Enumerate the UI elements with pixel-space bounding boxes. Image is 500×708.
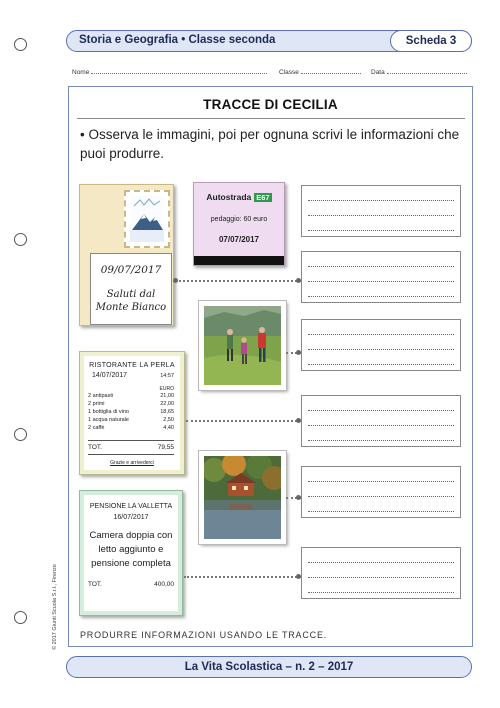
binder-hole (14, 428, 27, 441)
pension-invoice (79, 490, 183, 616)
answer-box[interactable] (301, 466, 461, 518)
ticket-label: Autostrada (206, 192, 252, 202)
receipt-divider (88, 454, 174, 455)
hikers-image (204, 306, 281, 385)
name-field[interactable] (91, 68, 267, 74)
pension-total: TOT. 400,00 (88, 581, 174, 588)
hikers-photo (199, 301, 286, 390)
postcard-greeting: Saluti dal Monte Bianco (95, 289, 167, 313)
receipt-date: 14/07/2017 (92, 372, 128, 379)
receipt-currency: EURO (159, 386, 174, 392)
receipt-item: 2 primi 22,00 (88, 401, 174, 407)
pension-description: Camera doppia con letto aggiunto e pensione completa (89, 530, 173, 569)
receipt-item: 2 antipasti 21,00 (88, 393, 174, 399)
ticket-stripe (194, 256, 284, 265)
receipt-total: TOT. 79,55 (88, 444, 174, 451)
header-subject: Storia e Geografia • Classe seconda (79, 34, 276, 46)
mountain-icon (130, 196, 164, 242)
ticket-toll: pedaggio: 60 euro (210, 216, 268, 223)
receipt-title: RISTORANTE LA PERLA (89, 362, 175, 369)
connector-dot (296, 350, 301, 355)
date-field[interactable] (387, 68, 467, 74)
answer-box[interactable] (301, 319, 461, 371)
binder-hole (14, 611, 27, 624)
answer-box[interactable] (301, 185, 461, 237)
footer-bar: La Vita Scolastica – n. 2 – 2017 (66, 656, 472, 678)
receipt-divider (88, 440, 174, 441)
class-field[interactable] (301, 68, 361, 74)
ticket-badge: E67 (256, 193, 270, 202)
connector-line (175, 280, 301, 282)
class-label: Classe (279, 69, 299, 76)
lake-house-photo (199, 451, 286, 544)
connector-dot (296, 574, 301, 579)
answer-box[interactable] (301, 251, 461, 303)
ticket-date: 07/07/2017 (218, 235, 260, 244)
receipt-item: 1 bottiglia di vino 18,65 (88, 409, 174, 415)
restaurant-receipt (79, 351, 185, 475)
connector-line (186, 420, 301, 422)
answer-box[interactable] (301, 547, 461, 599)
connector-dot (296, 418, 301, 423)
motorway-ticket (193, 182, 285, 266)
postcard-message (90, 253, 172, 325)
activity-note: PRODURRE INFORMAZIONI USANDO LE TRACCE. (80, 630, 328, 640)
name-label: Nome (72, 69, 90, 76)
worksheet-frame (68, 86, 473, 647)
connector-dot (296, 278, 301, 283)
binder-hole (14, 38, 27, 51)
receipt-item: 1 acqua naturale 2,50 (88, 417, 174, 423)
answer-box[interactable] (301, 395, 461, 447)
title-divider (77, 118, 465, 119)
receipt-item: 2 caffè 4,40 (88, 425, 174, 431)
connector-dot (173, 278, 178, 283)
worksheet-title: TRACCE DI CECILIA (203, 97, 338, 112)
receipt-thanks: Grazie e arrivederci (110, 460, 154, 466)
pension-date: 16/07/2017 (113, 514, 149, 521)
header-bar (66, 30, 472, 52)
pension-title: PENSIONE LA VALLETTA (89, 503, 173, 510)
binder-hole (14, 233, 27, 246)
lake-house-image (204, 456, 281, 539)
connector-dot (296, 495, 301, 500)
date-label: Data (371, 69, 385, 76)
mountain-stamp (124, 190, 170, 248)
receipt-time: 14:57 (160, 373, 174, 379)
postcard (79, 184, 174, 326)
connector-line (184, 576, 301, 578)
worksheet-number: Scheda 3 (390, 30, 472, 52)
postcard-date: 09/07/2017 (100, 264, 162, 276)
copyright-text: © 2017 Giunti Scuola S.r.l., Firenze (52, 564, 58, 650)
instruction-text: • Osserva le immagini, poi per ognuna scrivi le informazioni che puoi produrre. (80, 127, 460, 161)
